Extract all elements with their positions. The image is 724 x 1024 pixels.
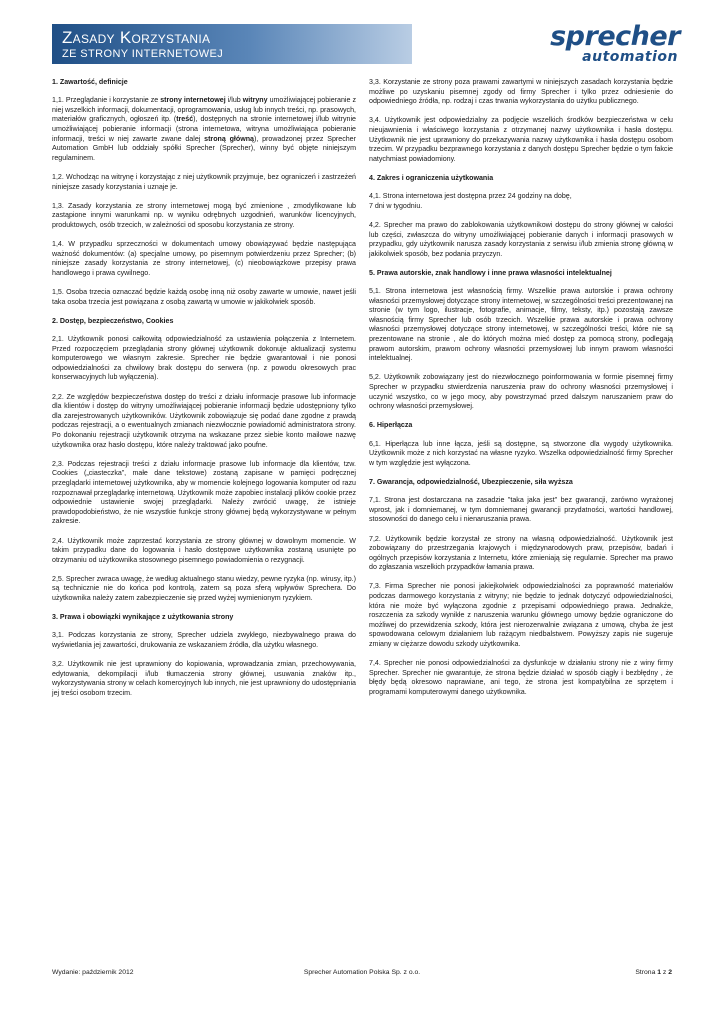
term-tresc: treść (176, 115, 194, 124)
page-footer (52, 968, 672, 980)
document-subtitle: ZE STRONY INTERNETOWEJ (62, 48, 224, 60)
paragraph-7-1: 7,1. Strona jest dostarczana na zasadzie "taka jaka jest" bez gwarancji, zarówno wyrażonej wprost, jak i domniemanej, w tym domniemanej gwarancji przydatności, wartości handlowej, stosowności do danego celu i nienaruszania prawa. (369, 496, 673, 524)
section-3-title: 3. Prawa i obowiązki wynikające z użytkowania strony (52, 613, 234, 622)
paragraph-2-2: 2,2. Ze względów bezpieczeństwa dostęp do treści z działu informacje prasowe lub informacje dla klientów i dostęp do witryny umożliwiającej pobieranie informacji będzie udostępniony tylko dla zarejestrowanych użytkowników. Użytkownik zobowiązuje się podać dane zgodne z prawdą podczas rejestracji, a o ewentualnych zmianach niezwłocznie powiadomić administratora strony. Po dokonaniu rejestracji użytkownik otrzyma na wskazane przez siebie konto mailowe nazwę użytkownika oraz hasło dostępu, które należy traktować jako poufne. (52, 392, 356, 449)
term-witryny: witryny (242, 96, 268, 105)
paragraph-3-2: 3,2. Użytkownik nie jest uprawniony do kopiowania, wprowadzania zmian, przechowywania, edytowania, dekompilacji i/lub tłumaczenia strony głównej, usuwania znaków itp., wykorzystywania strony w celach komercyjnych lub innych, nie jest uprawniony do udostępniania jej treści osobom trzecim. (52, 660, 356, 697)
paragraph-4-2: 4,2. Sprecher ma prawo do zablokowania użytkownikowi dostępu do strony głównej w całości lub części, zwłaszcza do witryny umożliwiającej pobieranie danych i informacji prasowych w przypadku, gdy użytkownik narusza zasady korzystania z serwisu i/lub zmienia stronę główną w jakikolwiek sposób, bez podania przyczyn. (369, 220, 673, 258)
paragraph-2-4: 2,4. Użytkownik może zaprzestać korzystania ze strony głównej w dowolnym momencie. W takim przypadku dane do logowania i hasło dostępowe użytkownika zostaną usunięte po otrzymaniu od użytkownika stosownego pisemnego powiadomienia o rezygnacji. (52, 536, 356, 564)
paragraph-7-4: 7,4. Sprecher nie ponosi odpowiedzialności za dysfunkcje w działaniu strony nie z winy firmy Sprecher. Sprecher nie gwarantuje, że strona będzie działać w sposób ciągły i bezbłędny , że błędy będą okresowo naprawiane, ani tego, że strona jest kompatybilna ze sprzętem i programami komputerowymi danego użytkownika. (369, 659, 673, 696)
paragraph-7-3: 7,3. Firma Sprecher nie ponosi jakiejkolwiek odpowiedzialności za poprawność materiałów podczas darmowego korzystania z witryny; nie będzie to jednak dotyczyć odpowiedzialności, która nie może być wyłączona zgodnie z przepisami odpowiedniego prawa. Jednakże, roszczenia za szkody wynikłe z naruszenia warunku głównego umowy będzie ograniczone do możliwej do przewidzenia szkody, która jest nierozerwalnie związana z umową, chyba że jest spowodowana celowym działaniem lub rażącym niedbalstwem. Powyższy zapis nie sugeruje zmiany w ciężarze dowodu szkody użytkownika. (369, 582, 673, 649)
sprecher-logo (510, 21, 680, 65)
term-strony-internetowej: strony internetowej (160, 96, 226, 105)
section-5-title: 5. Prawa autorskie, znak handlowy i inne prawa własności intelektualnej (369, 268, 612, 277)
footer-company: Sprecher Automation Polska Sp. z o.o. (303, 969, 421, 976)
section-4-title: 4. Zakres i ograniczenia użytkowania (369, 173, 494, 182)
logo-tagline: automation (582, 49, 678, 65)
logo-wordmark: sprecher (550, 21, 680, 52)
paragraph-2-5: 2,5. Sprecher zwraca uwagę, że według aktualnego stanu wiedzy, pewne ryzyka (np. wirusy, itp.) są technicznie nie do końca pod kontrolą, zatem są poza sferą wpływów Sprechera. Do użytkownika należy zatem zabezpieczenie się przed wyżej wymienionym ryzykiem. (52, 574, 356, 603)
text-run: ), prowadzonej przez Sprecher Automation GmbH lub oddziały spółki Sprecher (Sprecher), winny być objęte niniejszym regulaminem. (52, 134, 356, 162)
section-7-title: 7. Gwarancja, odpowiedzialność, Ubezpieczenie, siła wyższa (369, 477, 573, 486)
footer-page-number (635, 968, 672, 978)
paragraph-7-2: 7,2. Użytkownik będzie korzystał ze strony na własną odpowiedzialność. Użytkownik jest zobowiązany do przestrzegania krajowych i międzynarodowych praw, przepisów, badań i ogólnych przepisów korzystania z Internetu, które zmieniają się regularnie. Sprecher ma prawo do zgłaszania wszelkich przypadków łamania prawa. (369, 534, 673, 572)
page-current: 1 (657, 969, 662, 976)
section-6-title: 6. Hiperłącza (369, 421, 413, 430)
paragraph-5-2: 5,2. Użytkownik zobowiązany jest do niezwłocznego poinformowania w formie pisemnej firmy Sprecher w przypadku stwierdzenia naruszenia praw do ochrony własności przemysłowej i uczynić wszystko, co w jego mocy, aby powstrzymać przed dalszym naruszaniem praw do ochrony własności przemysłowej. (369, 373, 673, 411)
text-run: z (661, 969, 669, 976)
term-strona-glowna: stroną główną (204, 134, 255, 143)
section-1-title: 1. Zawartość, definicje (52, 78, 128, 86)
right-column (369, 78, 673, 707)
paragraph-1-2: 1,2. Wchodząc na witrynę i korzystając z niej użytkownik przyjmuje, bez ograniczeń i zastrzeżeń niniejsze zasady korzystania i uznaje je. (52, 172, 356, 191)
paragraph-1-1 (52, 96, 356, 163)
text-run: Strona (635, 969, 658, 976)
text-run: 4,1. Strona internetowa jest dostępna przez 24 godziny na dobę, (369, 192, 572, 201)
text-run: 7 dni w tygodniu. (369, 201, 423, 210)
text-run: i/lub (225, 96, 243, 105)
page-total: 2 (668, 969, 672, 976)
paragraph-2-1: 2,1. Użytkownik ponosi całkowitą odpowiedzialność za ustawienia połączenia z Internetem. Przed rozpoczęciem przeglądania strony głównej użytkownik dokonuje aktualizacji systemu komputerowego we własnym zakresie. Sprecher nie będzie gwarantował i nie ponosi odpowiedzialności za chwilowy brak dostępu do serwera (np. z powodu okresowych prac konserwacyjnych lub wyłączenia). (52, 335, 356, 382)
paragraph-5-1: 5,1. Strona internetowa jest własnością firmy. Wszelkie prawa autorskie i prawa ochrony własności przemysłowej dotyczące strony internetowej, w szczególności treści prezentowanej na stronie (w tym logo, ilustracje, fotografie, animacje, filmy, teksty, itp.) pozostają zawsze własnością firmy Sprecher lub osób trzecich. Wszelkie prawa autorskie i prawa ochrony własności przemysłowej dotyczące strony internetowej, w szczególności treści, które nie są prezentowane na stronie , ale do których można mieć dostęp za pomocą strony, podlegają prawom autorskim, prawom ochrony własności przemysłowej lub innym prawom własności intelektualnej. (369, 287, 673, 363)
document-title: Zasady Korzystania (62, 28, 211, 47)
paragraph-3-4: 3,4. Użytkownik jest odpowiedzialny za podjęcie wszelkich środków bezpieczeństwa w celu nieujawnienia i właściwego korzystania z otrzymanej nazwy użytkownika i hasła dostępu. Użytkownik nie jest uprawniony do przekazywania nazwy użytkownika i hasła dostępu osobom trzecim. W przypadku bezprawnego korzystania z danych dostępu Sprecher będzie o tym fakcie natychmiast powiadomiony. (369, 116, 673, 163)
paragraph-1-5: 1,5. Osoba trzecia oznaczać będzie każdą osobę inną niż osoby zawarte w umowie, nawet jeśli taka osoba trzecia jest powiązana z osobą zawartą w umowie w jakikolwiek sposób. (52, 288, 356, 306)
paragraph-1-4: 1,4. W przypadku sprzeczności w dokumentach umowy obowiązywać będzie następująca ważność dokumentów: (a) specjalne umowy, po pisemnym potwierdzeniu przez Sprecher; (b) niniejsze zasady korzystania ze strony internetowej, (c) nieobowiązkowe przepisy prawa handlowego i prawa cywilnego. (52, 240, 356, 277)
title-banner (52, 24, 412, 64)
text-run: 1,1. Przeglądanie i korzystanie ze (52, 96, 161, 105)
section-2-title: 2. Dostęp, bezpieczeństwo, Cookies (52, 316, 174, 325)
page-header (52, 21, 680, 65)
paragraph-2-3: 2,3. Podczas rejestracji treści z działu informacje prasowe lub informacje dla klientów, tzw. Cookies („ciasteczka”, małe dane tekstowe) zostaną zapisane w pamięci podręcznej przeglądarki internetowej użytkownika, aby w momencie kolejnego logowania komputer od razu rozpoznawał przeglądarkę internetową. Użytkownik może zapobiec instalacji plików cookie przez odpowiednie ustawienie swojej przeglądarki. Należy zwrócić uwagę, że istnieje prawdopodobieństwo, że nie wszystkie funkcje strony głównej będą wykorzystywane w pełnym zakresie. (52, 459, 356, 526)
paragraph-4-1 (369, 192, 673, 211)
paragraph-3-1: 3,1. Podczas korzystania ze strony, Sprecher udziela zwykłego, niezbywalnego prawa do wyświetlania jej zawartości, drukowania ze wskazaniem źródła, dla użytku własnego. (52, 631, 356, 650)
text-run: ), dostępnych na stronie internetowej i/lub witrynie umożliwiającej pobieranie informacji (strona internetowa, witryna umożliwiająca pobieranie informacji, treści w niej zawarte zwane dalej (52, 115, 356, 143)
paragraph-3-3: 3,3. Korzystanie ze strony poza prawami zawartymi w niniejszych zasadach korzystania będzie możliwe po uzyskaniu pisemnej zgody od firmy Sprecher i tylko przez odniesienie do odpowiedniego źródła, np. rodzaj i czas trwania wykorzystania do użytku publicznego. (369, 78, 673, 106)
paragraph-1-3: 1,3. Zasady korzystania ze strony internetowej mogą być zmienione , zmodyfikowane lub zastąpione innymi warunkami np. w wyniku odrębnych uzgodnień, warunków licencyjnych, produktowych, osób trzecich, w zależności od sposobu korzystania ze strony. (52, 201, 356, 229)
footer-edition: Wydanie: październik 2012 (52, 969, 134, 976)
left-column (52, 78, 356, 708)
text-run: umożliwiającej pobieranie z niej wszelkich informacji, dokumentacji, oprogramowania, usług lub innych treści, np. prasowych, materiałów graficznych, ogłoszeń itp. ( (52, 96, 356, 124)
paragraph-6-1: 6,1. Hiperłącza lub inne łącza, jeśli są dostępne, są stworzone dla wygody użytkownika. Użytkownik może z nich korzystać na własne ryzyko. Wszelka odpowiedzialność firmy Sprecher w tym względzie jest wyłączona. (369, 439, 673, 467)
